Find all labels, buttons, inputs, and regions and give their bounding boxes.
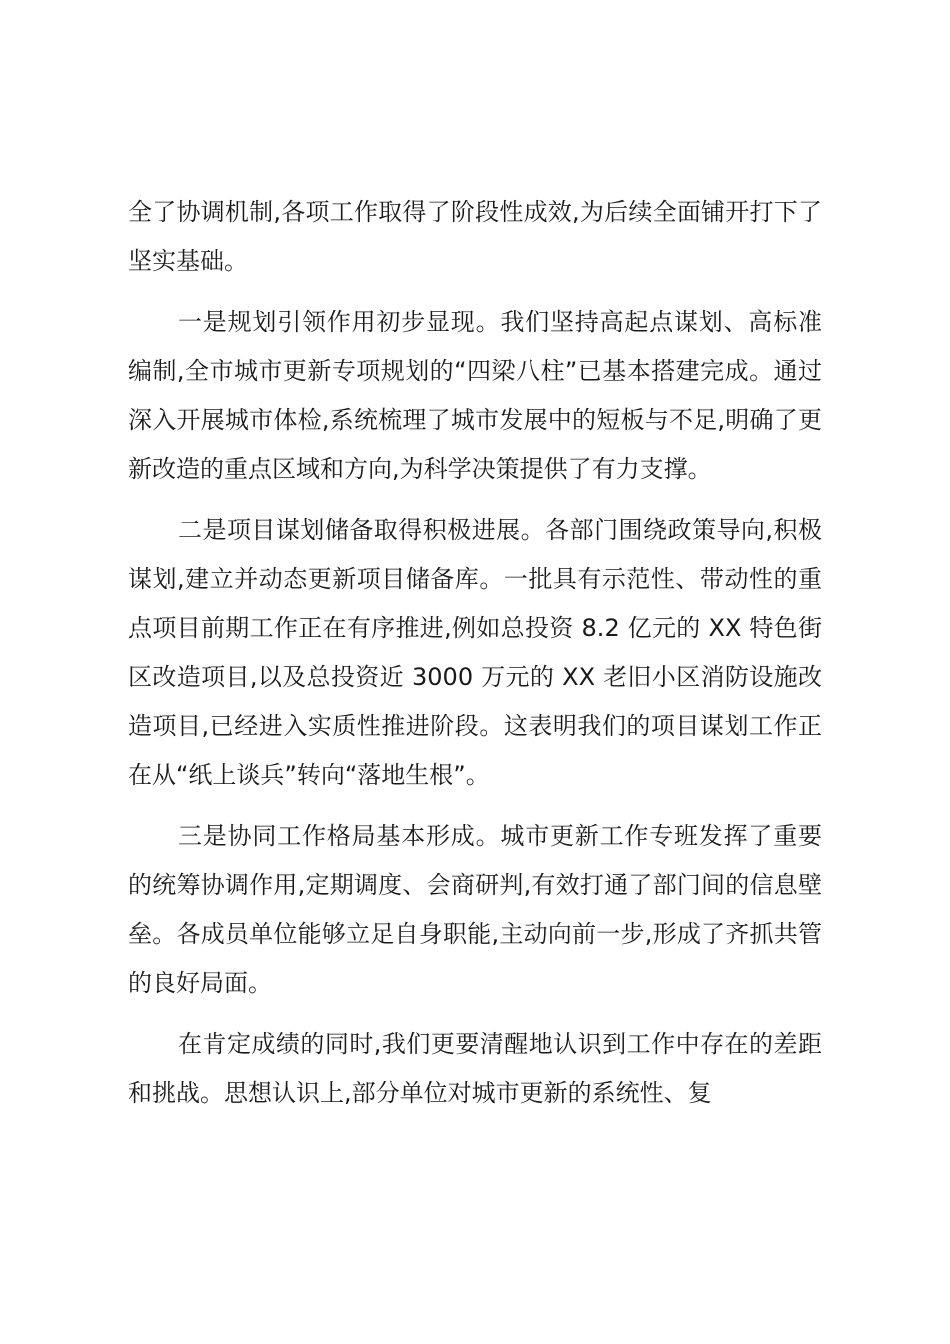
- paragraph-planning: 一是规划引领作用初步显现。我们坚持高起点谋划、高标准编制,全市城市更新专项规划的“四梁八柱”已基本搭建完成。通过深入开展城市体检,系统梳理了城市发展中的短板与不足,明确了更新改造的重点区域和方向,为科学决策提供了有力支撑。: [128, 308, 822, 483]
- paragraph-projects: 二是项目谋划储备取得积极进展。各部门围绕政策导向,积极谋划,建立并动态更新项目储备库。一批具有示范性、带动性的重点项目前期工作正在有序推进,例如总投资 8.2 亿元的 XX 特色街区改造项目,以及总投资近 3000 万元的 XX 老旧小区消防设施改造项目,已经进入实质性推进阶段。这表明我们的项目谋划工作正在从“纸上谈兵”转向“落地生根”。: [128, 516, 822, 789]
- paragraph-continuation: 全了协调机制,各项工作取得了阶段性成效,为后续全面铺开打下了坚实基础。: [128, 198, 822, 275]
- paragraph-coordination: 三是协同工作格局基本形成。城市更新工作专班发挥了重要的统筹协调作用,定期调度、会商研判,有效打通了部门间的信息壁垒。各成员单位能够立足自身职能,主动向前一步,形成了齐抓共管的良好局面。: [128, 822, 822, 997]
- document-body: [128, 188, 822, 1130]
- paragraph-challenges: 在肯定成绩的同时,我们更要清醒地认识到工作中存在的差距和挑战。思想认识上,部分单位对城市更新的系统性、复: [128, 1030, 822, 1107]
